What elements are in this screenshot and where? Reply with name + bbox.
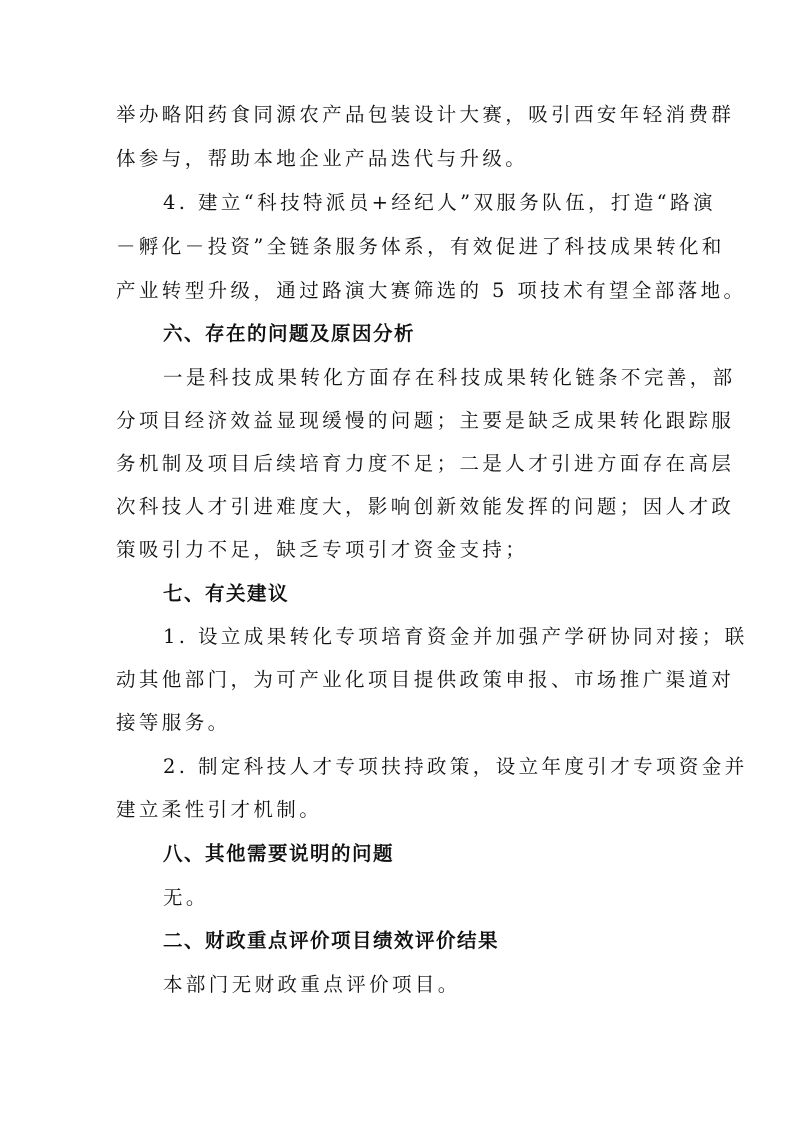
paragraph-line: 务机制及项目后续培育力度不足；二是人才引进方面存在高层 <box>116 452 735 475</box>
paragraph-line: 接等服务。 <box>116 711 231 734</box>
paragraph-line: 1. 设立成果转化专项培育资金并加强产学研协同对接；联 <box>163 625 748 648</box>
paragraph-line: 2. 制定科技人才专项扶持政策，设立年度引才专项资金并 <box>163 755 748 778</box>
paragraph-line: 产业转型升级，通过路演大赛筛选的 5 项技术有望全部落地。 <box>116 279 747 302</box>
part-heading: 二、财政重点评价项目绩效评价结果 <box>163 929 500 952</box>
paragraph-line: 体参与，帮助本地企业产品迭代与升级。 <box>116 147 529 170</box>
paragraph-line: －孵化－投资”全链条服务体系，有效促进了科技成果转化和 <box>116 235 725 258</box>
paragraph-line: 策吸引力不足，缺乏专项引才资金支持； <box>116 538 529 561</box>
paragraph-line: 动其他部门，为可产业化项目提供政策申报、市场推广渠道对 <box>116 668 735 691</box>
section-heading: 六、存在的问题及原因分析 <box>163 322 416 345</box>
section-heading: 七、有关建议 <box>163 582 290 605</box>
paragraph-line: 分项目经济效益显现缓慢的问题；主要是缺乏成果转化跟踪服 <box>116 409 735 432</box>
paragraph-line: 本部门无财政重点评价项目。 <box>163 973 461 996</box>
paragraph-line: 举办略阳药食同源农产品包装设计大赛，吸引西安年轻消费群 <box>116 103 735 126</box>
paragraph-line: 一是科技成果转化方面存在科技成果转化链条不完善，部 <box>163 366 736 389</box>
paragraph-line: 4. 建立“科技特派员+经纪人”双服务队伍，打造“路演 <box>163 191 716 214</box>
section-heading: 八、其他需要说明的问题 <box>163 842 395 865</box>
paragraph-line: 次科技人才引进难度大，影响创新效能发挥的问题；因人才政 <box>116 495 735 518</box>
paragraph-line: 无。 <box>163 886 209 909</box>
paragraph-line: 建立柔性引才机制。 <box>116 798 323 821</box>
